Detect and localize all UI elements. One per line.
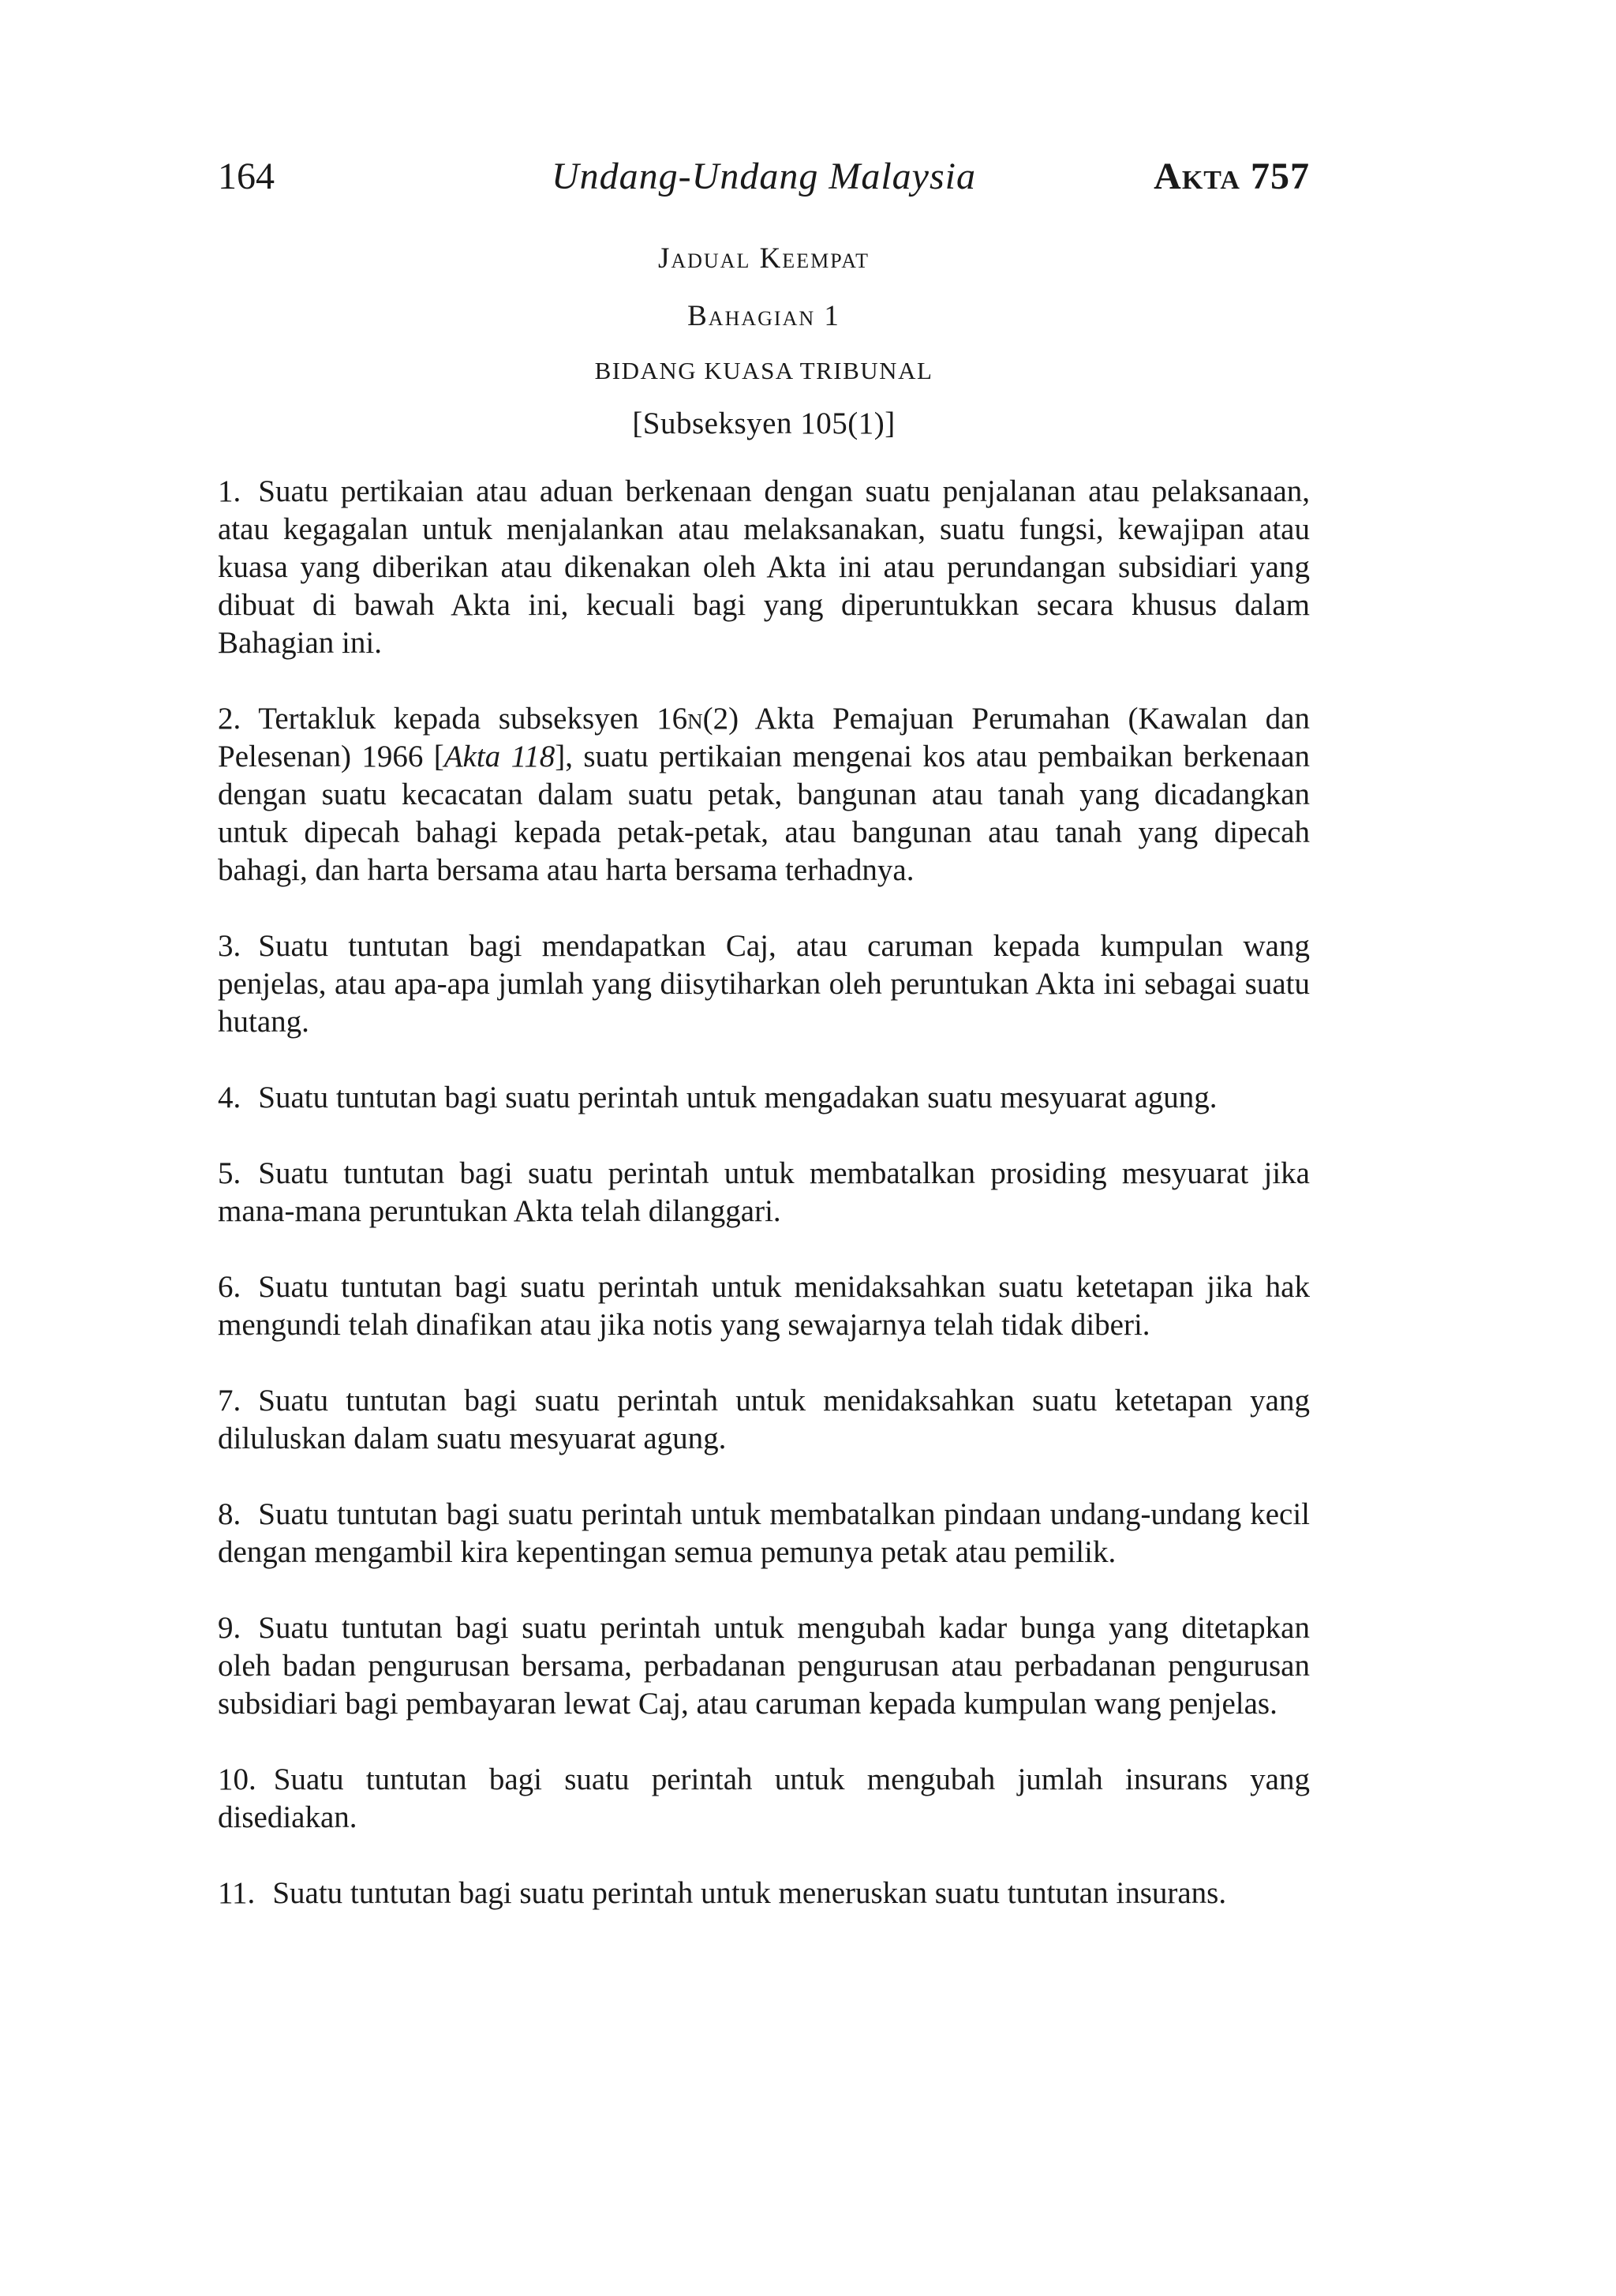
page-number: 164 [218,155,275,197]
item-text: ], suatu pertikaian mengenai kos atau pembaikan berkenaan dengan suatu kecacatan dalam suatu petak, bangunan atau tanah yang dicadangkan untuk dipecah bahagi kepada petak-petak, atau bangunan atau tanah yang dipecah bahagi, dan harta bersama atau harta bersama terhadnya. [218,740,1311,887]
item-number: 11. [218,1876,256,1910]
schedule-item-9 [218,1609,1310,1723]
item-text: Suatu tuntutan bagi mendapatkan Caj, atau caruman kepada kumpulan wang penjelas, atau apa-apa jumlah yang diisytiharkan oleh peruntukan Akta ini sebagai suatu hutang. [218,929,1310,1039]
running-header [218,155,1310,218]
schedule-item-7 [218,1382,1310,1458]
item-text: Suatu tuntutan bagi suatu perintah untuk mengubah kadar bunga yang ditetapkan oleh badan pengurusan bersama, perbadanan pengurusan atau perbadanan pengurusan subsidiari bagi pembayaran lewat Caj, atau caruman kepada kumpulan wang penjelas. [218,1611,1310,1721]
item-text: Suatu tuntutan bagi suatu perintah untuk membatalkan pindaan undang-undang kecil dengan mengambil kira kepentingan semua pemunya petak atau pemilik. [218,1497,1310,1569]
item-number: 10. [218,1762,256,1796]
schedule-item-4 [218,1079,1310,1117]
subsection-reference: [Subseksyen 105(1)] [632,406,896,440]
item-text: Suatu tuntutan bagi suatu perintah untuk membatalkan prosiding mesyuarat jika mana-mana peruntukan Akta telah dilanggari. [218,1156,1310,1228]
schedule-item-8 [218,1496,1310,1571]
document-page [218,155,1310,1950]
item-number: 2. [218,702,241,736]
item-text: Suatu tuntutan bagi suatu perintah untuk meneruskan suatu tuntutan insurans. [272,1876,1227,1910]
schedule-item-1 [218,473,1310,662]
item-text: Suatu tuntutan bagi suatu perintah untuk menidaksahkan suatu ketetapan yang diluluskan dalam suatu mesyuarat agung. [218,1384,1310,1455]
schedule-item-3 [218,927,1310,1041]
act-reference [1154,155,1310,198]
act-citation: Akta 118 [443,740,556,773]
act-label: Akta [1154,155,1240,197]
section-heading: BIDANG KUASA TRIBUNAL [594,357,933,384]
item-number: 1. [218,474,241,508]
schedule-title: Jadual Keempat [657,242,870,275]
item-number: 5. [218,1156,241,1190]
item-number: 7. [218,1384,241,1418]
item-text: Tertakluk kepada subseksyen 16 [258,702,688,736]
item-text: Suatu pertikaian atau aduan berkenaan dengan suatu penjalanan atau pelaksanaan, atau kegagalan untuk menjalankan atau melaksanakan, suatu fungsi, kewajipan atau kuasa yang diberikan atau dikenakan oleh Akta ini atau perundangan subsidiari yang dibuat di bawah Akta ini, kecuali bagi yang diperuntukkan secara khusus dalam Bahagian ini. [218,474,1310,660]
item-text: (2) Akta Pemajuan Perumahan (Kawalan dan Pelesenan) 1966 [ [218,702,1310,773]
schedule-item-5 [218,1155,1310,1230]
item-text: Suatu tuntutan bagi suatu perintah untuk mengubah jumlah insurans yang disediakan. [218,1762,1310,1834]
item-text: Suatu tuntutan bagi suatu perintah untuk menidaksahkan suatu ketetapan jika hak mengundi telah dinafikan atau jika notis yang sewajarnya telah tidak diberi. [218,1270,1310,1342]
item-text: Suatu tuntutan bagi suatu perintah untuk mengadakan suatu mesyuarat agung. [258,1081,1218,1114]
schedule-item-6 [218,1268,1310,1344]
publication-title: Undang-Undang Malaysia [552,155,976,197]
act-number: 757 [1251,155,1310,197]
item-number: 3. [218,929,241,963]
item-number: 4. [218,1081,241,1114]
part-title: Bahagian 1 [687,300,840,332]
schedule-item-11 [218,1875,1310,1912]
item-number: 9. [218,1611,241,1645]
item-number: 6. [218,1270,241,1304]
item-text-small-caps: n [687,702,703,736]
schedule-item-2 [218,700,1310,890]
schedule-item-10 [218,1761,1310,1837]
item-number: 8. [218,1497,241,1531]
schedule-items [218,473,1310,1912]
